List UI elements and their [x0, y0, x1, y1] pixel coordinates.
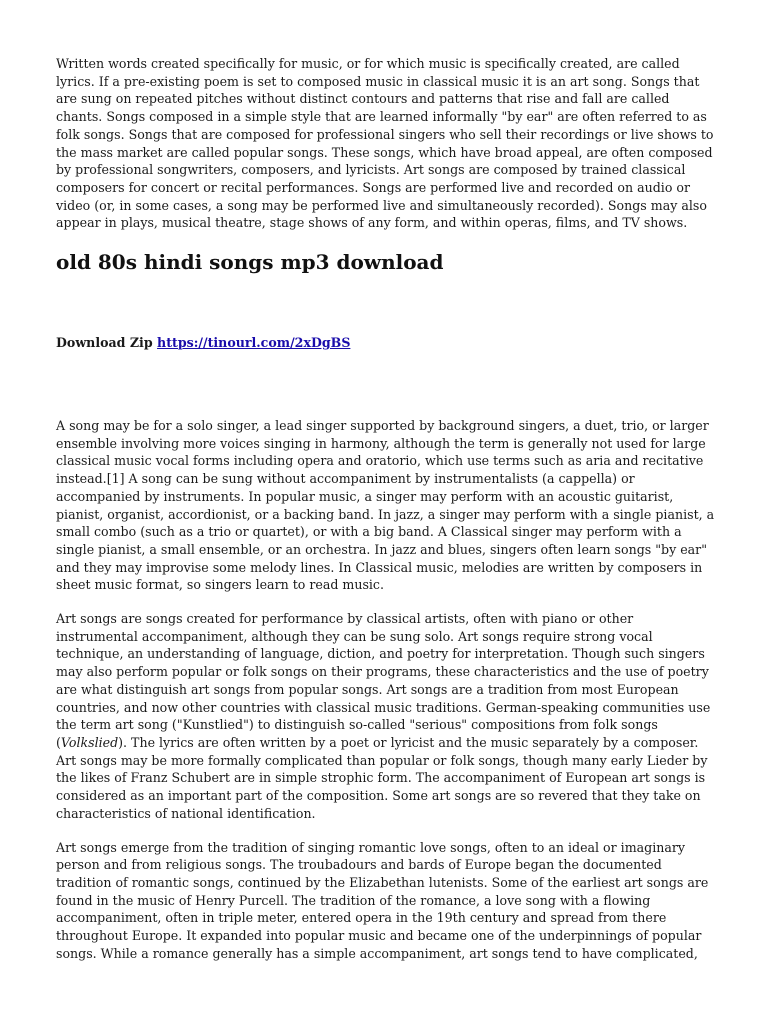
- paragraph-art-songs-text-2: ). The lyrics are often written by a poet or lyricist and the music separately by a composer. Art songs may be more formally complicated than popular or folk songs, though many early Lieder by the likes of Franz Schubert are in simple strophic form. The accompaniment of European art songs is considered as an important part of the composition. Some art songs are so revered that they take on characteristics of national identification.: [56, 734, 708, 821]
- download-line: [56, 334, 716, 352]
- download-label: Download Zip: [56, 335, 153, 351]
- paragraph-art-songs-text-1: Art songs are songs created for performance by classical artists, often with piano or other instrumental accompaniment, although they can be sung solo. Art songs require strong vocal technique, an understanding of language, diction, and poetry for interpretation. Though such singers may also perform popular or folk songs on their programs, these characteristics and the use of poetry are what distinguish art songs from popular songs. Art songs are a tradition from most European countries, and now other countries with classical music traditions. German-speaking communities use the term art song ("Kunstlied") to distinguish so-called "serious" compositions from folk songs (: [56, 611, 711, 750]
- download-link[interactable]: https://tinourl.com/2xDgBS: [157, 335, 351, 351]
- page-title: old 80s hindi songs mp3 download: [56, 250, 444, 275]
- paragraph-art-songs: [56, 610, 716, 822]
- intro-paragraph: Written words created specifically for music, or for which music is specifically created, are called lyrics. If a pre-existing poem is set to composed music in classical music it is an art song. Songs that are sung on repeated pitches without distinct contours and patterns that rise and fall are called chants. Songs composed in a simple style that are learned informally "by ear" are often referred to as folk songs. Songs that are composed for professional singers who sell their recordings or live shows to the mass market are called popular songs. These songs, which have broad appeal, are often composed by professional songwriters, composers, and lyricists. Art songs are composed by trained classical composers for concert or recital performances. Songs are performed live and recorded on audio or video (or, in some cases, a song may be performed live and simultaneously recorded). Songs may also appear in plays, musical theatre, stage shows of any form, and within operas, films, and TV shows.: [56, 56, 714, 231]
- document-page: [56, 55, 716, 962]
- paragraph-art-songs-origin: Art songs emerge from the tradition of singing romantic love songs, often to an ideal or imaginary person and from religious songs. The troubadours and bards of Europe began the documented tradition of romantic songs, continued by the Elizabethan lutenists. Some of the earliest art songs are found in the music of Henry Purcell. The tradition of the romance, a love song with a flowing accompaniment, often in triple meter, entered opera in the 19th century and spread from there throughout Europe. It expanded into popular music and became one of the underpinnings of popular songs. While a romance generally has a simple accompaniment, art songs tend to have complicated,: [56, 839, 709, 961]
- volkslied-term: Volkslied: [60, 734, 119, 750]
- paragraph-song-performance: A song may be for a solo singer, a lead singer supported by background singers, a duet, trio, or larger ensemble involving more voices singing in harmony, although the term is generally not used for large classical music vocal forms including opera and oratorio, which use terms such as aria and recitative instead.[1] A song can be sung without accompaniment by instrumentalists (a cappella) or accompanied by instruments. In popular music, a singer may perform with an acoustic guitarist, pianist, organist, accordionist, or a backing band. In jazz, a singer may perform with a single pianist, a small combo (such as a trio or quartet), or with a big band. A Classical singer may perform with a single pianist, a small ensemble, or an orchestra. In jazz and blues, singers often learn songs "by ear" and they may improvise some melody lines. In Classical music, melodies are written by composers in sheet music format, so singers learn to read music.: [56, 418, 715, 593]
